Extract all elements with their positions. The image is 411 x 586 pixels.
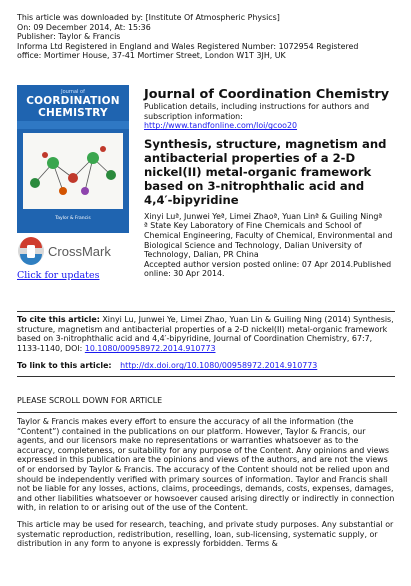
article-title: Synthesis, structure, magnetism and antibacterial properties of a 2-D nickel(II) metal-organic framework based on 3-nitrophthalic acid and 4,4′-bipyridine — [144, 136, 387, 207]
citation-box — [17, 311, 395, 377]
citation-text: Xinyi Lu, Junwei Ye, Limei Zhao, Yuan Lin & Guiling Ning (2014) Synthesis, structure, magnetism and antibacterial properties of a 2-D nickel(II) metal-organic framework based on 3-nitrophthalic acid and 4,4′-bipyridine, Journal of Coordination Chemistry, 67:7, 1133-1140, DOI: — [17, 315, 394, 353]
cover-band — [17, 121, 129, 129]
journal-cover-image[interactable] — [17, 85, 129, 233]
journal-url-link[interactable]: http://www.tandfonline.com/loi/gcoo20 — [144, 121, 298, 131]
cite-label: To cite this article: — [17, 315, 100, 324]
download-date: On: 09 December 2014, At: 15:36 — [17, 22, 151, 32]
cover-publisher: Taylor & Francis — [55, 216, 91, 221]
link-label: To link to this article: — [17, 361, 112, 371]
journal-title: Journal of Coordination Chemistry — [144, 87, 390, 102]
crossmark-badge[interactable] — [17, 236, 129, 274]
author-affiliation: ª State Key Laboratory of Fine Chemicals and School of Chemical Engineering, Faculty of Chemical, Environmental and Biological Science and Technology, Dalian University of Technology, Dalian, PR China — [144, 221, 393, 260]
download-header — [17, 13, 397, 61]
link-block — [17, 361, 395, 371]
cover-molecule-illustration — [23, 133, 123, 209]
article-link[interactable]: http://dx.doi.org/10.1080/00958972.2014.910773 — [120, 361, 318, 371]
download-info: This article was downloaded by: [Institute Of Atmospheric Physics] — [17, 13, 280, 22]
doi-link[interactable]: 10.1080/00958972.2014.910773 — [84, 343, 216, 353]
publication-details: Publication details, including instructions for authors and subscription information: — [144, 102, 370, 121]
crossmark-icon — [18, 237, 44, 265]
registration-line: Informa Ltd Registered in England and Wales Registered Number: 1072954 Registered — [17, 41, 359, 51]
citation-block — [17, 315, 395, 353]
click-for-updates-link[interactable]: Click for updates — [17, 270, 100, 281]
publication-dates: Accepted author version posted online: 07 Apr 2014.Published online: 30 Apr 2014. — [144, 259, 392, 279]
cover-journal-of: Journal of — [61, 89, 85, 95]
disclaimer — [17, 412, 397, 586]
office-address: office: Mortimer House, 37-41 Mortimer Street, London W1T 3JH, UK — [17, 51, 286, 60]
article-authors: Xinyi Luª, Junwei Yeª, Limei Zhaoª, Yuan Linª & Guiling Ningª — [144, 211, 383, 221]
publisher-line: Publisher: Taylor & Francis — [17, 32, 121, 41]
cover-title-line2: CHEMISTRY — [38, 107, 108, 119]
scroll-notice: PLEASE SCROLL DOWN FOR ARTICLE — [17, 396, 163, 405]
cover-title-line1: COORDINATION — [26, 95, 120, 107]
disclaimer-paragraph-1: Taylor & Francis makes every effort to ensure the accuracy of all the information (the “Content”) contained in the publications on our platform. However, Taylor & Francis, our agents, and our licensors make no representations or warranties whatsoever as to the accuracy, completeness, or suitability for any purpose of the Content. Any opinions and views expressed in this publication are the opinions and views of the authors, and are not the views of or endorsed by Taylor & Francis. The accuracy of the Content should not be relied upon and should be independently verified with primary sources of information. Taylor and Francis shall not be liable for any losses, actions, claims, proceedings, demands, costs, expenses, damages, and other liabilities whatsoever or howsoever caused arising directly or indirectly in connection with, in relation to or arising out of the use of the Content. — [17, 417, 395, 513]
disclaimer-paragraph-2: This article may be used for research, teaching, and private study purposes. Any substantial or systematic reproduction, redistribution, reselling, loan, sub-licensing, systematic supply, or distribution in any form to anyone is expressly forbidden. Terms & — [17, 519, 394, 549]
crossmark-label: CrossMark — [48, 244, 111, 259]
article-info — [144, 87, 396, 279]
